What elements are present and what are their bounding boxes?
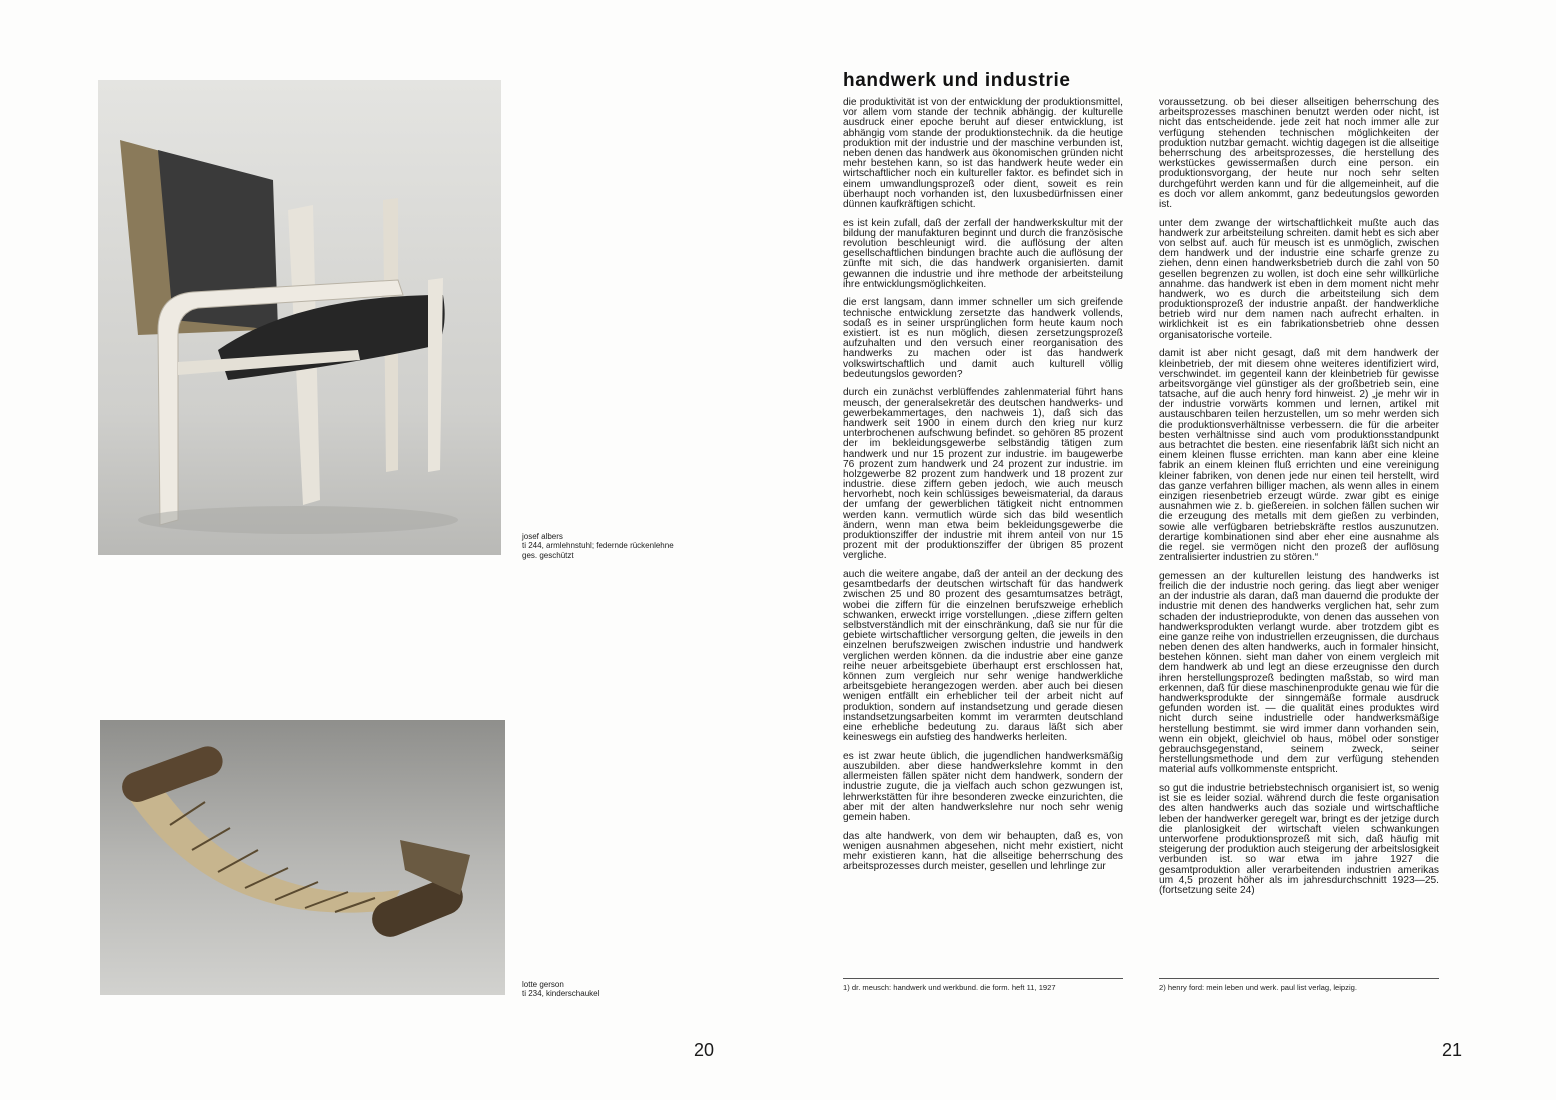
paragraph: das alte handwerk, von dem wir behaupten, daß es, von wenigen ausnahmen abgesehen, nicht mehr existiert, nicht mehr existieren kann, hat die allseitige beherrschung des arbeitsprozesses durch meister, gesellen und lehrlinge zur	[843, 830, 1123, 873]
paragraph: so gut die industrie betriebstechnisch organisiert ist, so wenig ist sie es leider sozial. während durch die feste organisation des alten handwerks auch das soziale und wirtschaftliche leben der handwerker geregelt war, bringt es der jetzige durch die planlosigkeit der wirtschaft vielen schwankungen unterworfene produktionsprozeß mit sich, daß häufig mit steigerung der produktion auch steigerung der arbeitslosigkeit verbunden ist. so war etwa im jahre 1927 die gesamtproduktion aller verarbeitenden industrien amerikas um 4,5 prozent höher als im jahresdurchschnitt 1923—25. (fortsetzung seite 24)	[1159, 783, 1439, 896]
rocker-photo	[100, 720, 505, 995]
right-page	[778, 0, 1556, 1100]
paragraph: durch ein zunächst verblüffendes zahlenmaterial führt hans meusch, der generalsekretär des deutschen handwerks- und gewerbekammertages, den nachweis 1), daß sich das handwerk seit 1900 in einem durch den krieg nur kurz unterbrochenen aufschwung befindet. so gehören 85 prozent der im bekleidungsgewerbe selbständig tätigen zum handwerk und nur 15 prozent zur industrie. im baugewerbe 76 prozent zum handwerk und 24 prozent zur industrie. im holzgewerbe 82 prozent zum handwerk und 18 prozent zur industrie. diese ziffern geben jedoch, wie auch meusch hervorhebt, noch kein schlüssiges beweismaterial, da daraus der umfang der gewerblichen tätigkeit nicht entnommen werden kann. vermutlich würde sich das bild wesentlich ändern, wenn man etwa beim bekleidungsgewerbe die produktionsziffer der industrie mit ihrem anteil von nur 15 prozent mit der produktionsziffer der übrigen 85 prozent vergliche.	[843, 387, 1123, 562]
rocker-illustration	[100, 720, 505, 995]
footnote-1: 1) dr. meusch: handwerk und werkbund. die form. heft 11, 1927	[843, 983, 1056, 992]
page-number: 21	[1442, 1040, 1463, 1060]
paragraph: es ist zwar heute üblich, die jugendlichen handwerksmäßig auszubilden. aber diese handwerkslehre kommt in den allermeisten fällen später nicht dem handwerk, sondern der industrie zugute, die ja vielfach auch schon gezwungen ist, lehrwerkstätten für ihre besonderen zwecke einzurichten, die aber mit der alten handwerkslehre nur noch sehr wenig gemein haben.	[843, 750, 1123, 823]
footnote-rule	[1159, 978, 1439, 979]
paragraph: gemessen an der kulturellen leistung des handwerks ist freilich die der industrie noch gering. das liegt aber weniger an der industrie als daran, daß man dauernd die produkte der industrie mit denen des handwerks verglichen hat, sehr zum schaden der industrieprodukte, von denen das aussehen von handwerksprodukten verlangt wurde. aber trotzdem gibt es eine ganze reihe von industriellen erzeugnissen, die durchaus neben denen des alten handwerks, auch in formaler hinsicht, bestehen können. sieht man daher von einem vergleich mit dem handwerk ab und legt an diese erzeugnisse den durch ihren herstellungsprozeß bedingten maßstab, so wird man erkennen, daß für diese maschinenprodukte genau wie für die handwerksprodukte der sinngemäße formale ausdruck gefunden worden ist. — die qualität eines produktes wird nicht durch seine industrielle oder handwerksmäßige herstellung bestimmt. sie wird immer dann vorhanden sein, wenn ein objekt, gleichviel ob haus, möbel oder sonstiger gebrauchsgegenstand, seinem zweck, seiner herstellungsmethode und dem zur verfügung stehenden material aufs vollkommenste entspricht.	[1159, 570, 1439, 776]
paragraph: auch die weitere angabe, daß der anteil an der deckung des gesamtbedarfs der deutschen wirtschaft für das handwerk zwischen 25 und 80 prozent des gesamtumsatzes beträgt, wobei die ziffern für die einzelnen berufszweige erheblich schwanken, erweckt irrige vorstellungen. „diese ziffern gelten selbstverständlich mit der einschränkung, daß sie nur für die gebiete wirtschaftlicher versorgung gelten, die jeweils in den einzelnen berufszweigen zwischen industrie und handwerk verglichen werden können. da die industrie aber eine ganze reihe neuer arbeitsgebiete überhaupt erst erschlossen hat, können zum vergleich nur sehr wenige handwerkliche arbeitsgebiete herangezogen werden. aber auch bei diesen wenigen entfällt ein erheblicher teil der arbeit nicht auf produktion, sondern auf instandsetzung und gerade diesen instandsetzungsarbeiten kommt im verarmten deutschland eine erhebliche bedeutung zu. daraus läßt sich aber keineswegs ein aufstieg des handwerks herleiten.	[843, 569, 1123, 744]
rocker-caption	[522, 980, 722, 999]
footnote-rule	[843, 978, 1123, 979]
caption-line: ti 234, kinderschaukel	[522, 989, 600, 999]
footnote-2: 2) henry ford: mein leben und werk. paul list verlag, leipzig.	[1159, 983, 1357, 992]
paragraph: die erst langsam, dann immer schneller um sich greifende technische entwicklung zersetzte das handwerk vollends, sodaß es in seiner ursprünglichen form heute kaum noch existiert. ist es nun möglich, diesen zersetzungsprozeß aufzuhalten und den versuch einer reorganisation des handwerks zu machen oder ist das handwerk volkswirtschaftlich und damit auch kulturell völlig bedeutungslos geworden?	[843, 297, 1123, 380]
caption-line: ges. geschützt	[522, 550, 574, 560]
paragraph: die produktivität ist von der entwicklung der produktionsmittel, vor allem vom stande der technik abhängig. der kulturelle ausdruck einer epoche beruht auf dieser entwicklung, ist abhängig vom stande der produktionstechnik. da die heutige produktion mit der industrie und der maschine verbunden ist, neben denen das handwerk aus ökonomischen gründen nicht mehr bestehen kann, so ist das handwerk heute weder ein wirtschaftlicher noch ein kultureller faktor. es befindet sich in einem umwandlungsprozeß oder dient, soweit es rein überhaupt noch vorhanden ist, den luxusbedürfnissen einer dünnen kaufkräftigen schicht.	[843, 97, 1123, 210]
paragraph: damit ist aber nicht gesagt, daß mit dem handwerk der kleinbetrieb, der mit diesem ohne weiteres identifiziert wird, verschwindet. im gegenteil kann der kleinbetrieb für gewisse arbeitsvorgänge viel günstiger als der großbetrieb sein, eine tatsache, auf die auch henry ford hinweist. 2) „je mehr wir in der industrie vorwärts kommen und lernen, artikel mit austauschbaren teilen herzustellen, um so mehr werden sich die produktionsverhältnisse verbessern. die für die arbeiter besten verhältnisse sind auch vom produktionsstandpunkt aus betrachtet die besten. eine riesenfabrik läßt sich nicht an einem kleinen flusse errichten. man kann aber eine kleine fabrik an einem kleinen fluß errichten und eine vereinigung kleiner fabriken, von denen jede nur einen teil herstellt, wird das ganze verfahren billiger machen, als wenn alles in einem einzigen riesenbetrieb erzeugt würde. zwar gibt es einige ausnahmen wie z. b. gießereien. in solchen fällen suchen wir die erzeugung des metalls mit dem gießen zu verbinden, sowie alle verfügbaren betriebskräfte restlos auszunutzen. derartige kombinationen sind aber eher eine ausnahme als die regel. sie vermögen nicht den prozeß der auflösung zentralisierter industrien zu stören.“	[1159, 348, 1439, 564]
paragraph: unter dem zwange der wirtschaftlichkeit mußte auch das handwerk zur arbeitsteilung schreiten. damit hebt es sich aber von selbst auf. auch für meusch ist es unmöglich, zwischen dem handwerk und der industrie eine scharfe grenze zu ziehen, denn einen handwerksbetrieb durch die zahl von 50 gesellen begrenzen zu wollen, ist doch eine sehr willkürliche annahme. das handwerk ist eben in dem moment nicht mehr handwerk, wo es durch die arbeitsteilung sich dem produktionsprozeß der industrie anpaßt. der handwerkliche betrieb wird nur dem namen nach aufrecht erhalten. in wirklichkeit ist es ein fabrikationsbetrieb ohne dessen organisatorische vorteile.	[1159, 217, 1439, 341]
caption-line: lotte gerson	[522, 980, 564, 989]
text-column-1	[843, 98, 1123, 881]
caption-line: ti 244, armlehnstuhl; federnde rückenlehne	[522, 541, 674, 551]
page-number: 20	[694, 1040, 715, 1060]
paragraph: voraussetzung. ob bei dieser allseitigen beherrschung des arbeitsprozesses maschinen benutzt werden oder nicht, ist nicht das entscheidende. jede zeit hat noch immer alle zur verfügung stehenden technischen möglichkeiten der produktion nutzbar gemacht. wichtig dagegen ist die allseitige beherrschung des arbeitsprozesses, die herstellung des werkstückes gewissermaßen durch eine person. ein produktionsvorgang, der heute nur noch sehr selten durchgeführt werden kann und für die allgemeinheit, auf die es doch vor allem ankommt, ganz bedeutungslos geworden ist.	[1159, 97, 1439, 210]
armchair-caption	[522, 532, 772, 560]
article-title: handwerk und industrie	[843, 70, 1071, 91]
armchair-photo	[98, 80, 501, 555]
armchair-illustration	[98, 80, 501, 555]
text-column-2	[1159, 98, 1439, 905]
caption-line: josef albers	[522, 532, 563, 541]
paragraph: es ist kein zufall, daß der zerfall der handwerkskultur mit der bildung der manufakturen beginnt und durch die französische revolution beschleunigt wird. die auflösung der alten gesellschaftlichen bindungen brachte auch die auflösung der zünfte mit sich, die das handwerk organisierten. damit gewannen die industrie und ihre methode der arbeitsteilung ihre entwicklungsmöglichkeiten.	[843, 217, 1123, 290]
